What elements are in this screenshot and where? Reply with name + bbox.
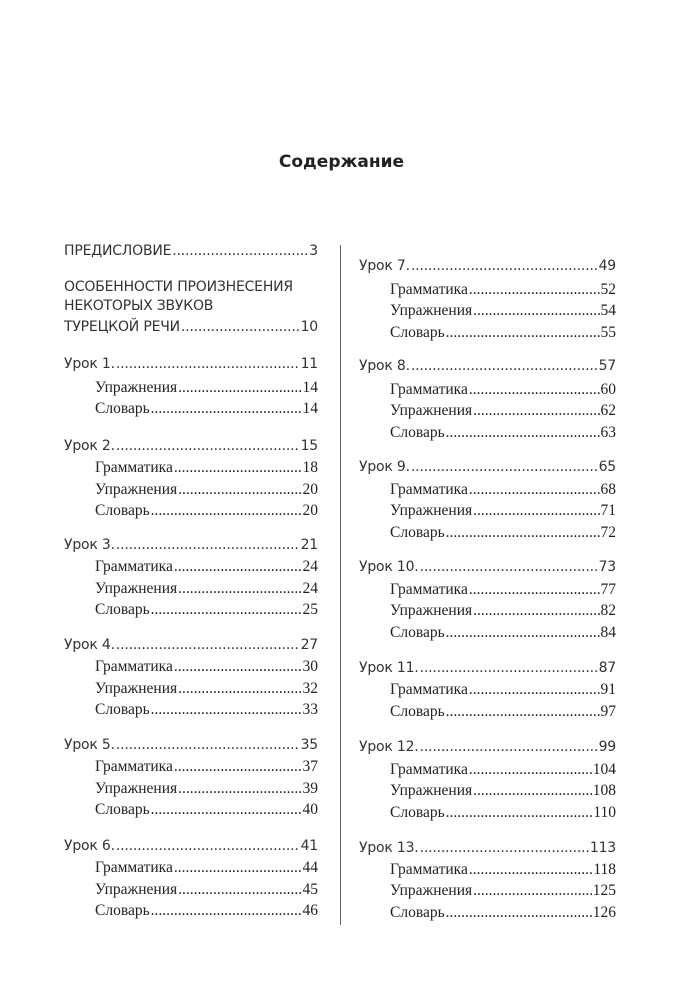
toc-line [95, 658, 318, 676]
dot-leader [411, 358, 598, 374]
toc-line [359, 739, 616, 755]
toc-title: Урок 3. [64, 537, 115, 553]
toc-title: Словарь [390, 424, 445, 441]
page-number: 113 [589, 840, 616, 856]
page-number: 104 [592, 761, 616, 778]
dot-leader [446, 904, 592, 922]
toc-title: Грамматика [95, 658, 173, 675]
dot-leader [473, 302, 599, 320]
toc-title: Упражнения [390, 302, 473, 319]
toc-subentry [390, 703, 616, 725]
toc-subentry [390, 581, 616, 603]
toc-entry [64, 438, 318, 460]
dot-leader [174, 758, 302, 776]
toc-title: Упражнения [95, 481, 178, 498]
toc-title: Грамматика [95, 459, 173, 476]
toc-subentry [390, 524, 616, 546]
dot-leader [469, 861, 592, 879]
dot-leader [469, 681, 600, 699]
toc-title: Словарь [95, 902, 150, 919]
toc-title: ТУРЕЦКОЙ РЕЧИ [64, 319, 180, 335]
toc-title: Словарь [95, 400, 150, 417]
toc-line [390, 861, 616, 879]
toc-entry [359, 358, 616, 380]
dot-leader [420, 660, 598, 676]
toc-line [95, 601, 318, 619]
page-number: 46 [302, 902, 318, 919]
toc-line [390, 602, 616, 620]
toc-line [390, 424, 616, 442]
toc-subentry [390, 481, 616, 503]
page-number: 30 [302, 658, 318, 675]
toc-line [95, 902, 318, 920]
dot-leader [174, 459, 302, 477]
toc-line [64, 319, 318, 335]
dot-leader [446, 703, 600, 721]
toc-title: Упражнения [95, 580, 178, 597]
toc-title: Урок 6. [64, 838, 115, 854]
toc-title: Грамматика [390, 281, 468, 298]
toc-line [359, 559, 616, 575]
toc-title: Грамматика [390, 381, 468, 398]
toc-line [64, 537, 318, 553]
toc-title: Грамматика [390, 681, 468, 698]
toc-line [95, 400, 318, 418]
toc-entry [64, 737, 318, 759]
toc-subentry [95, 481, 318, 503]
toc-line [390, 502, 616, 520]
toc-subentry [95, 801, 318, 823]
toc-entry [64, 838, 318, 860]
page-number: 52 [600, 281, 616, 298]
toc-line [359, 840, 616, 856]
page-number: 32 [302, 680, 318, 697]
toc-title: Урок 4. [64, 637, 115, 653]
toc-subentry [95, 658, 318, 680]
page-number: 65 [598, 459, 616, 475]
toc-subentry [95, 701, 318, 723]
dot-leader [178, 680, 301, 698]
dot-leader [181, 319, 300, 335]
page-number: 14 [302, 400, 318, 417]
toc-entry [64, 319, 318, 341]
toc-line [64, 243, 318, 259]
toc-entry [359, 660, 616, 682]
dot-leader [151, 902, 302, 920]
toc-title: Урок 7. [359, 258, 410, 274]
toc-subentry [95, 859, 318, 881]
toc-title: Упражнения [95, 780, 178, 797]
page-number: 125 [592, 882, 616, 899]
toc-line [390, 281, 616, 299]
page-number: 39 [302, 780, 318, 797]
page-number: 72 [600, 524, 616, 541]
toc-subentry [390, 782, 616, 804]
page-number: 57 [598, 358, 616, 374]
toc-entry [359, 840, 616, 862]
toc-title: Словарь [390, 703, 445, 720]
page-number: 14 [302, 379, 318, 396]
page-number: 20 [302, 481, 318, 498]
page-number: 54 [600, 302, 616, 319]
toc-title: Урок 10. [359, 559, 419, 575]
dot-leader [174, 658, 302, 676]
toc-line [390, 882, 616, 900]
toc-line [64, 838, 318, 854]
toc-subentry [95, 580, 318, 602]
dot-leader [174, 558, 302, 576]
toc-title: Словарь [390, 324, 445, 341]
page-number: 15 [300, 438, 318, 454]
toc-line [390, 624, 616, 642]
page-number: 24 [302, 558, 318, 575]
dot-leader [411, 459, 598, 475]
toc-line [95, 801, 318, 819]
toc-title: Словарь [390, 904, 445, 921]
dot-leader [411, 258, 598, 274]
page-number: 21 [300, 537, 318, 553]
toc-subentry [390, 502, 616, 524]
page-title: Содержание [278, 152, 405, 172]
dot-leader [473, 602, 599, 620]
dot-leader [469, 281, 600, 299]
dot-leader [446, 524, 600, 542]
dot-leader [178, 379, 301, 397]
toc-subentry [95, 881, 318, 903]
toc-line [95, 481, 318, 499]
toc-title: Словарь [95, 502, 150, 519]
column-divider [340, 245, 341, 925]
toc-subentry [390, 281, 616, 303]
toc-line [390, 481, 616, 499]
toc-subentry [95, 601, 318, 623]
page-number: 118 [593, 861, 616, 878]
toc-title: Упражнения [390, 402, 473, 419]
toc-title: НЕКОТОРЫХ ЗВУКОВ [64, 298, 214, 314]
toc-title: Урок 12. [359, 739, 419, 755]
page-number: 73 [598, 559, 616, 575]
page-number: 37 [302, 758, 318, 775]
dot-leader [178, 780, 301, 798]
toc-line [390, 804, 616, 822]
toc-title: Упражнения [95, 379, 178, 396]
dot-leader [116, 838, 300, 854]
toc-subentry [95, 680, 318, 702]
page-number: 40 [302, 801, 318, 818]
toc-line [359, 459, 616, 475]
page-number: 44 [302, 859, 318, 876]
toc-line [390, 782, 616, 800]
toc-subentry [390, 302, 616, 324]
toc-subentry [390, 761, 616, 783]
toc-title: Грамматика [95, 758, 173, 775]
toc-line [390, 302, 616, 320]
dot-leader [420, 840, 589, 856]
dot-leader [446, 424, 600, 442]
toc-title: Грамматика [95, 859, 173, 876]
toc-entry [359, 739, 616, 761]
toc-title: Урок 2. [64, 438, 115, 454]
dot-leader [151, 701, 302, 719]
toc-line [64, 298, 318, 314]
toc-title: Упражнения [390, 502, 473, 519]
dot-leader [151, 400, 302, 418]
page-number: 10 [300, 319, 318, 335]
toc-line [390, 681, 616, 699]
dot-leader [473, 782, 592, 800]
page-number: 108 [592, 782, 616, 799]
page-number: 33 [302, 701, 318, 718]
page-number: 110 [593, 804, 616, 821]
toc-subentry [390, 681, 616, 703]
toc-title: Упражнения [390, 602, 473, 619]
page-number: 55 [600, 324, 616, 341]
toc-line [359, 358, 616, 374]
toc-subentry [390, 324, 616, 346]
dot-leader [473, 882, 592, 900]
toc-entry [359, 459, 616, 481]
page-number: 20 [302, 502, 318, 519]
toc-title: Урок 9. [359, 459, 410, 475]
dot-leader [446, 804, 593, 822]
toc-line [64, 737, 318, 753]
toc-title: Урок 5. [64, 737, 115, 753]
dot-leader [469, 761, 592, 779]
dot-leader [116, 737, 300, 753]
toc-line [390, 904, 616, 922]
dot-leader [116, 537, 300, 553]
toc-subentry [390, 624, 616, 646]
toc-title: Упражнения [390, 782, 473, 799]
toc-subentry [95, 400, 318, 422]
toc-title: Упражнения [390, 882, 473, 899]
page-number: 35 [300, 737, 318, 753]
toc-title: Грамматика [390, 761, 468, 778]
toc-title: ОСОБЕННОСТИ ПРОИЗНЕСЕНИЯ [64, 279, 293, 295]
page-number: 27 [300, 637, 318, 653]
page-number: 41 [300, 838, 318, 854]
toc-line [390, 703, 616, 721]
page-number: 71 [600, 502, 616, 519]
toc-line [64, 279, 318, 295]
page-number: 62 [600, 402, 616, 419]
toc-title: Упражнения [95, 680, 178, 697]
page-number: 63 [600, 424, 616, 441]
toc-title: Упражнения [95, 881, 178, 898]
toc-line [359, 660, 616, 676]
toc-line [390, 402, 616, 420]
dot-leader [469, 581, 600, 599]
dot-leader [178, 580, 301, 598]
toc-entry [359, 258, 616, 280]
dot-leader [420, 739, 598, 755]
page-number: 126 [592, 904, 616, 921]
toc-subentry [95, 502, 318, 524]
dot-leader [473, 502, 599, 520]
toc-line [390, 524, 616, 542]
toc-line [64, 438, 318, 454]
toc-line [95, 558, 318, 576]
dot-leader [174, 859, 302, 877]
toc-entry [64, 537, 318, 559]
toc-subentry [95, 558, 318, 580]
toc-subentry [390, 904, 616, 926]
toc-line [95, 859, 318, 877]
toc-line [390, 381, 616, 399]
page-number: 68 [600, 481, 616, 498]
toc-title: Урок 11. [359, 660, 419, 676]
toc-line [95, 780, 318, 798]
dot-leader [446, 324, 600, 342]
toc-line [390, 761, 616, 779]
toc-subentry [390, 402, 616, 424]
toc-entry [359, 559, 616, 581]
page-number: 99 [598, 739, 616, 755]
page-number: 24 [302, 580, 318, 597]
toc-title: Словарь [95, 601, 150, 618]
toc-subentry [95, 758, 318, 780]
toc-subentry [95, 379, 318, 401]
toc-title: Грамматика [390, 861, 468, 878]
toc-title: Урок 8. [359, 358, 410, 374]
dot-leader [172, 243, 308, 259]
page-number: 18 [302, 459, 318, 476]
dot-leader [151, 502, 302, 520]
page-number: 49 [598, 258, 616, 274]
dot-leader [446, 624, 600, 642]
toc-title: ПРЕДИСЛОВИЕ [64, 243, 172, 259]
toc-title: Урок 13. [359, 840, 419, 856]
toc-line [95, 459, 318, 477]
page-number: 91 [600, 681, 616, 698]
toc-line [95, 580, 318, 598]
toc-line [390, 581, 616, 599]
dot-leader [151, 801, 302, 819]
toc-entry [64, 243, 318, 265]
toc-title: Словарь [95, 701, 150, 718]
toc-subentry [390, 602, 616, 624]
dot-leader [178, 881, 301, 899]
page-number: 45 [302, 881, 318, 898]
toc-line [64, 356, 318, 372]
dot-leader [116, 356, 300, 372]
toc-line [95, 701, 318, 719]
toc-subentry [390, 882, 616, 904]
toc-entry [64, 298, 318, 320]
toc-title: Грамматика [95, 558, 173, 575]
dot-leader [469, 381, 600, 399]
toc-line [95, 379, 318, 397]
dot-leader [469, 481, 600, 499]
page-number: 60 [600, 381, 616, 398]
toc-title: Словарь [390, 804, 445, 821]
dot-leader [151, 601, 302, 619]
toc-subentry [390, 804, 616, 826]
page-number: 87 [598, 660, 616, 676]
toc-line [95, 502, 318, 520]
toc-title: Грамматика [390, 581, 468, 598]
toc-line [95, 680, 318, 698]
dot-leader [116, 438, 300, 454]
toc-subentry [390, 424, 616, 446]
dot-leader [178, 481, 301, 499]
dot-leader [473, 402, 599, 420]
toc-line [64, 637, 318, 653]
page-number: 25 [302, 601, 318, 618]
page-number: 82 [600, 602, 616, 619]
toc-entry [64, 356, 318, 378]
page-number: 97 [600, 703, 616, 720]
toc-line [390, 324, 616, 342]
page-number: 77 [600, 581, 616, 598]
toc-subentry [390, 861, 616, 883]
page-number: 84 [600, 624, 616, 641]
toc-entry [64, 637, 318, 659]
page-number: 11 [300, 356, 318, 372]
toc-subentry [95, 459, 318, 481]
toc-subentry [95, 902, 318, 924]
toc-line [95, 881, 318, 899]
toc-title: Грамматика [390, 481, 468, 498]
toc-line [95, 758, 318, 776]
toc-title: Урок 1. [64, 356, 115, 372]
toc-title: Словарь [390, 624, 445, 641]
toc-subentry [390, 381, 616, 403]
page-number: 3 [309, 243, 318, 259]
toc-line [359, 258, 616, 274]
toc-subentry [95, 780, 318, 802]
toc-title: Словарь [95, 801, 150, 818]
dot-leader [116, 637, 300, 653]
toc-title: Словарь [390, 524, 445, 541]
dot-leader [420, 559, 598, 575]
